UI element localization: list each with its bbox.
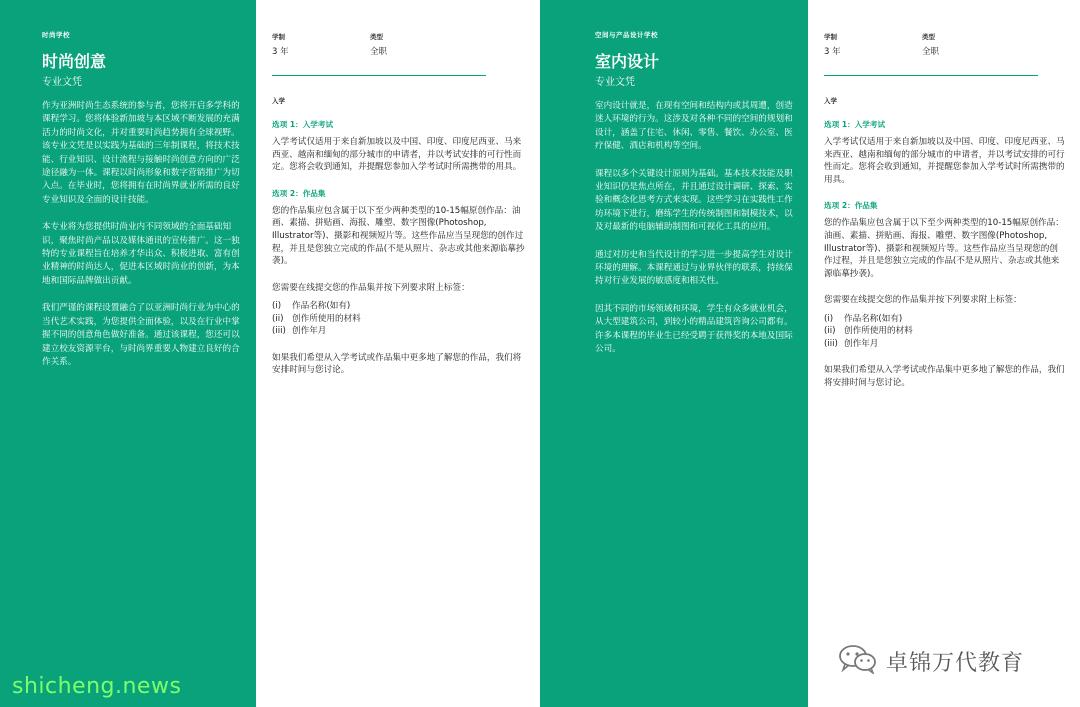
closing-text: 如果我们希望从入学考试或作品集中更多地了解您的作品，我们将安排时间与您讨论。 [824, 365, 1065, 388]
program-paragraph: 我们严谨的课程设置融合了以亚洲时尚行业为中心的当代艺术实践，为您提供全面体验，以及在行业中掌握不同的创意角色做好准备。通过该课程，您还可以建立校友资源平台，与时尚界重要人物建立良好的合作关系。 [42, 303, 240, 367]
type-value: 全职 [370, 47, 388, 57]
list-item-text: 创作所使用的材料 [844, 326, 913, 337]
option1-title: 选项 1：入学考试 [272, 120, 334, 129]
duration-label: 学制 [824, 33, 837, 41]
type-block [370, 32, 468, 57]
site-watermark: shicheng.news [12, 674, 182, 699]
list-item-number: (iii) [824, 338, 838, 349]
type-block [922, 32, 1020, 57]
list-item [272, 300, 526, 312]
list-item-number: (i) [824, 313, 834, 324]
label-requirements-list [824, 313, 1066, 350]
duration-value: 3 年 [824, 47, 841, 57]
program-title: 室内设计 [595, 52, 660, 71]
list-item-number: (i) [272, 301, 282, 312]
option1-text: 入学考试仅适用于来自新加坡以及中国、印度、印度尼西亚、马来西亚、越南和缅甸的部分城市的申请者，并以考试安排的可行性而定。您将会收到通知，并提醒您参加入学考试时所需携带的用具。 [272, 137, 522, 173]
duration-value: 3 年 [272, 47, 289, 57]
list-item-text: 作品名称(如有) [844, 313, 903, 324]
program-meta [272, 32, 526, 57]
list-item [272, 313, 526, 325]
fashion-admission-panel [256, 0, 540, 707]
program-paragraph: 因其不同的市场领域和环境，学生有众多就业机会，从大型建筑公司，到较小的精品建筑咨询公司都有。许多本课程的毕业生已经受聘于获得奖的本地及国际公司。 [595, 303, 793, 355]
program-subtitle: 专业文凭 [595, 77, 635, 88]
list-item [824, 313, 1066, 325]
option2-title: 选项 2：作品集 [272, 188, 326, 198]
option2-title: 选项 2：作品集 [824, 201, 878, 211]
duration-label: 学制 [272, 33, 285, 41]
list-item-number: (ii) [272, 313, 284, 324]
duration-block [272, 32, 370, 57]
list-item-text: 创作年月 [844, 338, 879, 349]
list-item-text: 作品名称(如有) [292, 301, 351, 312]
type-label: 类型 [370, 33, 383, 41]
list-item [824, 325, 1066, 337]
list-item [272, 325, 526, 337]
brand-text: 卓锦万代教育 [886, 650, 1025, 676]
program-meta [824, 32, 1066, 57]
school-name: 空间与产品设计学校 [595, 31, 658, 39]
list-item-text: 创作所使用的材料 [292, 313, 361, 324]
program-title: 时尚创意 [42, 52, 107, 71]
closing-text: 如果我们希望从入学考试或作品集中更多地了解您的作品，我们将安排时间与您讨论。 [272, 352, 522, 376]
fashion-program-panel [0, 0, 256, 707]
type-value: 全职 [922, 47, 940, 57]
program-paragraph: 作为亚洲时尚生态系统的参与者，您将开启多学科的课程学习。您将体验新加坡与本区域不断发展的充满活力的时尚文化，并对重要时尚趋势拥有全球视野。该专业文凭是以实践为基础的三年制课程，将技术技能、行业知识、设计流程与接触时尚创意方向的广泛途径融为一体。课程以时尚形象和数字营销推广为切入点。在毕业时，您将拥有在时尚界就业所需的良好专业知识及全面的设计技能。 [42, 101, 240, 205]
type-label: 类型 [922, 33, 935, 41]
option2-text: 您的作品集应包含属于以下至少两种类型的10-15幅原创作品：油画、素描、拼贴画、海报、雕塑、数字图像(Photoshop, Illustrator等)、摄影和视频短片等。这些作品应当呈现您的创作过程，并且是您独立完成的作品(不是从照片、杂志或其他来源临摹抄袭)。 [824, 218, 1064, 279]
list-item-number: (iii) [272, 326, 286, 337]
school-name: 时尚学校 [42, 31, 70, 39]
option1-title: 选项 1：入学考试 [824, 120, 886, 129]
admission-heading: 入学 [824, 97, 837, 105]
divider [824, 75, 1038, 76]
interior-program-panel [540, 0, 808, 707]
wechat-icon [838, 644, 878, 678]
admission-heading: 入学 [272, 97, 285, 105]
submit-intro: 您需要在线提交您的作品集并按下列要求附上标签： [824, 295, 1022, 306]
brand-mark [838, 646, 1024, 676]
interior-admission-panel [808, 0, 1080, 707]
submit-intro: 您需要在线提交您的作品集并按下列要求附上标签： [272, 282, 470, 293]
list-item-text: 创作年月 [292, 326, 327, 337]
program-paragraph: 课程以多个关键设计原则为基础。基本技术技能及职业知识仍是焦点所在，并且通过设计调研、探索、实验和概念化思考方式来实现。这些学习在实践性工作坊环境下进行，磨练学生的传统制图和制模技术，以及对最新的电脑辅助制图和可视化工具的应用。 [595, 168, 793, 233]
duration-block [824, 32, 922, 57]
divider [272, 75, 486, 76]
list-item [824, 338, 1066, 350]
program-subtitle: 专业文凭 [42, 77, 82, 88]
program-paragraph: 通过对历史和当代设计的学习进一步提高学生对设计环境的理解。本课程通过与业界伙伴的联系，持续保持对行业发展的敏感度和相关性。 [595, 249, 793, 287]
option2-text: 您的作品集应包含属于以下至少两种类型的10-15幅原创作品：油画、素描、拼贴画、海报、雕塑、数字图像(Photoshop, Illustrator等)、摄影和视频短片等。这些作品应当呈现您的创作过程，并且是您独立完成的作品(不是从照片、杂志或其他来源临摹抄袭)。 [272, 205, 525, 267]
program-paragraph: 本专业将为您提供时尚业内不同领域的全面基础知识，聚焦时尚产品以及媒体通讯的宣传推广。这一独特的专业课程旨在培养才华出众、积极进取、富有创业精神的时尚达人，促进本区域时尚业的创新，为本地和国际品牌做出贡献。 [42, 222, 240, 286]
program-paragraph: 室内设计就是，在现有空间和结构内或其周遭，创造迷人环境的行为。这涉及对各种不同的空间的规划和设计，涵盖了住宅、休闲、零售、餐饮、办公室、医疗保健、酒店和机构等空间。 [595, 101, 793, 152]
label-requirements-list [272, 300, 526, 337]
option1-text: 入学考试仅适用于来自新加坡以及中国、印度、印度尼西亚、马来西亚、越南和缅甸的部分城市的申请者，并以考试安排的可行性而定。您将会收到通知，并提醒您参加入学考试时所需携带的用具。 [824, 137, 1065, 185]
list-item-number: (ii) [824, 326, 836, 337]
